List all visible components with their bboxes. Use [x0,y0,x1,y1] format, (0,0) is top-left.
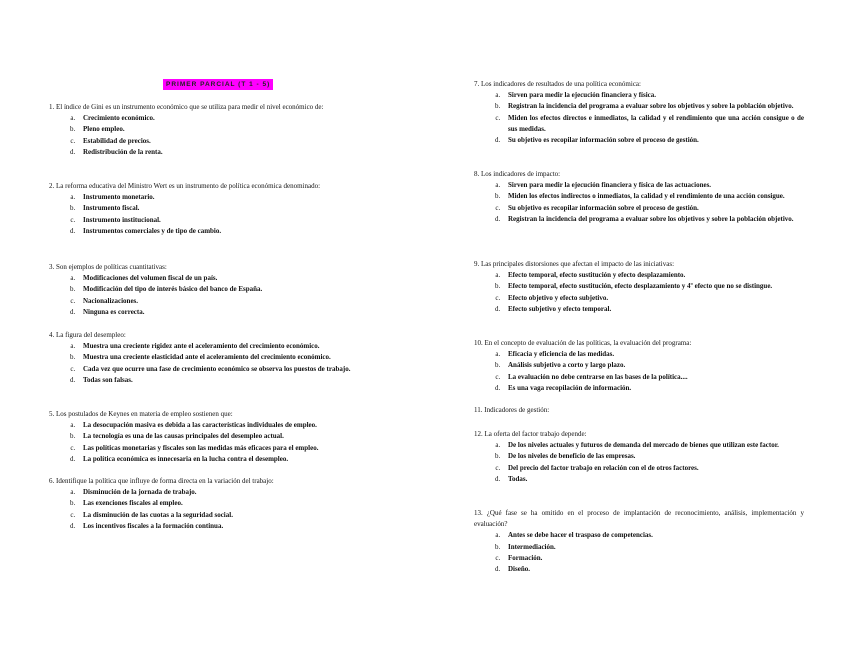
question-text: 4. La figura del desempleo: [49,331,126,339]
question-text: 9. Las principales distorsiones que afectan el impacto de las iniciativas: [474,260,675,268]
question-text: 8. Los indicadores de impacto: [474,170,561,178]
option: c. Instrumento institucional. [77,215,379,226]
option: a. Crecimiento económico. [77,113,379,124]
option: a. Modificaciones del volumen fiscal de un país. [77,273,379,284]
question-3 [49,262,379,318]
options-list [474,440,804,485]
question-11 [474,405,804,416]
question-text: 5. Los postulados de Keynes en materia de empleo sostienen que: [49,410,233,418]
option: c. Nacionalizaciones. [77,296,379,307]
option: d. Todas. [502,474,804,485]
option: b. Modificación del tipo de interés básico del banco de España. [77,284,379,295]
option: c. Su objetivo es recopilar información sobre el proceso de gestión. [502,203,804,214]
options-list [474,530,804,575]
option: c. Cada vez que ocurre una fase de crecimiento económico se observa los puestos de trabajo. [77,364,379,375]
option: a. La desocupación masiva es debida a las características individuales de empleo. [77,420,379,431]
question-text: 13. ¿Qué fase se ha omitido en el proceso de implantación de reconocimiento, análisis, implementación y evaluación? [474,509,804,529]
options-list [49,192,379,237]
question-text: 6. Identifique la política que influye de forma directa en la variación del trabajo: [49,477,274,485]
option: b. Intermediación. [502,542,804,553]
option: b. Las exenciones fiscales al empleo. [77,498,379,509]
question-12 [474,429,804,485]
option: d. Diseño. [502,564,804,575]
option: d. Registran la incidencia del programa a evaluar sobre los objetivos y sobre la población objetivo. [502,214,804,225]
question-text: 2. La reforma educativa del Ministro Wert es un instrumento de política económica denominado: [49,182,321,190]
question-5 [49,409,379,465]
question-text: 1. El índice de Gini es un instrumento económico que se utiliza para medir el nivel económico de: [49,103,324,111]
option: c. La evaluación no debe centrarse en las bases de la política.... [502,372,804,383]
options-list [474,180,804,225]
option: c. Miden los efectos directos e inmediatos, la calidad y el rendimiento que una acción consigue o de sus medidas. [502,113,804,135]
question-13 [474,508,804,575]
option: c. La disminución de las cuotas a la seguridad social. [77,510,379,521]
option: b. La tecnología es una de las causas principales del desempleo actual. [77,431,379,442]
question-text: 3. Son ejemplos de políticas cuantitativas: [49,263,167,271]
option: d. Es una vaga recopilación de información. [502,383,804,394]
option: c. Del precio del factor trabajo en relación con el de otros factores. [502,463,804,474]
options-list [49,273,379,318]
question-7 [474,79,804,146]
option: a. Sirven para medir la ejecución financiera y física. [502,90,804,101]
option: d. La política económica es innecesaria en la lucha contra el desempleo. [77,454,379,465]
question-2 [49,181,379,237]
question-text: 7. Los indicadores de resultados de una política económica: [474,80,641,88]
option: d. Redistribución de la renta. [77,147,379,158]
question-8 [474,169,804,225]
option: b. Muestra una creciente elasticidad ante el aceleramiento del crecimiento económico. [77,352,379,363]
option: b. Instrumento fiscal. [77,203,379,214]
option: a. Efecto temporal, efecto sustitución y efecto desplazamiento. [502,270,804,281]
options-list [474,349,804,394]
options-list [474,270,804,315]
question-text: 11. Indicadores de gestión: [474,406,550,414]
options-list [49,420,379,465]
option: d. Los incentivos fiscales a la formación continua. [77,521,379,532]
question-text: 12. La oferta del factor trabajo depende: [474,430,587,438]
option: d. Su objetivo es recopilar información sobre el proceso de gestión. [502,135,804,146]
option: c. Las políticas monetarias y fiscales son las medidas más eficaces para el empleo. [77,443,379,454]
option: c. Formación. [502,553,804,564]
question-1 [49,102,379,158]
option: a. Eficacia y eficiencia de las medidas. [502,349,804,360]
options-list [49,341,379,386]
option: d. Instrumentos comerciales y de tipo de cambio. [77,226,379,237]
question-text: 10. En el concepto de evaluación de las políticas, la evaluación del programa: [474,339,692,347]
option: a. Antes se debe hacer el traspaso de competencias. [502,530,804,541]
option: d. Ninguna es correcta. [77,307,379,318]
option: a. Muestra una creciente rigidez ante el aceleramiento del crecimiento económico. [77,341,379,352]
options-list [49,113,379,158]
option: a. Disminución de la jornada de trabajo. [77,487,379,498]
option: d. Todas son falsas. [77,375,379,386]
option: b. Registran la incidencia del programa a evaluar sobre los objetivos y sobre la población objetivo. [502,101,804,112]
option: a. De los niveles actuales y futuros de demanda del mercado de bienes que utilizan este factor. [502,440,804,451]
option: b. De los niveles de beneficio de las empresas. [502,451,804,462]
question-9 [474,259,804,315]
option: b. Miden los efectos indirectos o inmediatos, la calidad y el rendimiento de una acción consigue. [502,191,804,202]
option: b. Efecto temporal, efecto sustitución, efecto desplazamiento y 4º efecto que no se distingue. [502,281,804,292]
page-title: PRIMER PARCIAL (T 1 - 5) [163,79,273,90]
question-4 [49,330,379,386]
option: b. Análisis subjetivo a corto y largo plazo. [502,360,804,371]
option: c. Estabilidad de precios. [77,136,379,147]
options-list [474,90,804,146]
option: d. Efecto subjetivo y efecto temporal. [502,304,804,315]
option: c. Efecto objetivo y efecto subjetivo. [502,293,804,304]
question-6 [49,476,379,532]
options-list [49,487,379,532]
option: b. Pleno empleo. [77,124,379,135]
option: a. Sirven para medir la ejecución financiera y física de las actuaciones. [502,180,804,191]
option: a. Instrumento monetario. [77,192,379,203]
question-10 [474,338,804,394]
